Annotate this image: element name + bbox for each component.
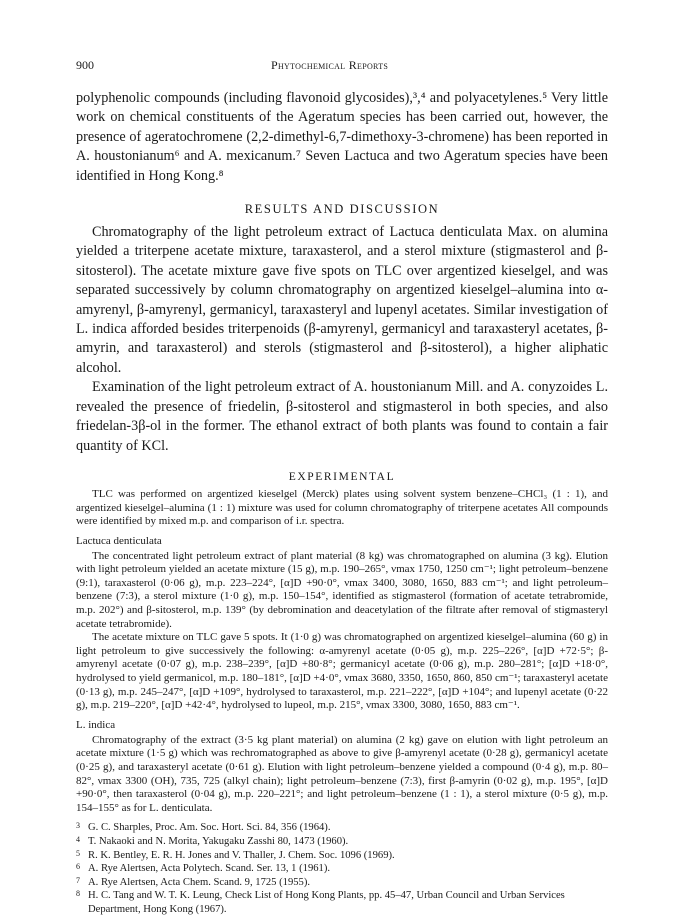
footnote [76,849,608,863]
page-number: 900 [76,58,94,72]
footnote [76,889,608,916]
footnote-text: H. C. Tang and W. T. K. Leung, Check List of Hong Kong Plants, pp. 45–47, Urban Council and Urban Services Department, Hong Kong (1967). [88,890,565,915]
results-paragraph: Chromatography of the light petroleum extract of Lactuca denticulata Max. on alumina yielded a triterpene acetate mixture, taraxasterol, and a sterol mixture (stigmasterol and β-sitosterol). The acetate mixture gave five spots on TLC over argentized kieselgel, and was separated successively by column chromatography on argentized kieselgel–alumina into α-amyrenyl, β-amyrenyl, germanicyl, taraxasteryl and lupenyl acetates. Similar investigation of L. indica afforded besides triterpenoids (β-amyrenyl, germanicyl and taraxasteryl acetates, β-amyrin, and taraxasterol) and sterols (stigmasterol and β-sitosterol), a higher aliphatic alcohol. [76,224,608,376]
results-paragraph: Examination of the light petroleum extract of A. houstonianum Mill. and A. conyzoides L. revealed the presence of friedelin, β-sitosterol and stigmasterol in both species, and also friedelan-3β-ol in the former. The ethanol extract of both plants was found to contain a fair quantity of KCl. [76,379,608,454]
footnote [76,862,608,876]
footnote-number: 6 [76,862,80,872]
footnote-text: R. K. Bentley, E. R. H. Jones and V. Thaller, J. Chem. Soc. 1096 (1969). [88,849,395,861]
footnotes [76,821,608,916]
experimental-general: TLC was performed on argentized kieselgel (Merck) plates using solvent system benzene–CHCl₃ (1 : 1), and argentized kieselgel–alumina (1 : 1) mixture was used for column chromatography of triterpene acetates All compounds were identified by mixed m.p. and comparison of i.r. spectra. [76,487,608,528]
footnote-number: 7 [76,875,80,885]
results-heading: RESULTS AND DISCUSSION [244,202,440,217]
experimental-heading: EXPERIMENTAL [288,470,396,483]
journal-page [76,58,608,917]
subheading-lactuca: Lactuca denticulata [76,534,162,547]
experimental-section [76,488,608,815]
footnote-number: 5 [76,848,80,858]
lactuca-paragraph: The concentrated light petroleum extract of plant material (8 kg) was chromatographed on alumina (3 kg). Elution with light petroleum yielded an acetate mixture (15 g), m.p. 190–265°, νmax 1750, 1250 cm⁻¹; light petroleum–benzene (9:1), taraxasterol (0·06 g), m.p. 223–224°, [α]D +90·0°, νmax 3400, 3080, 1650, 883 cm⁻¹; and light petroleum–benzene (7:3), a sterol mixture (1·0 g), m.p. 150–154°, identified as stigmasterol (formation of acetate tetrabromide, m.p. 202°) and β-sitosterol, m.p. 139° (by debromination and deacetylation of the filtrate after removal of stigmasteryl acetate tetrabromide). [76,549,608,630]
footnote-text: A. Rye Alertsen, Acta Polytech. Scand. Ser. 13, 1 (1961). [88,863,331,875]
footnote [76,835,608,849]
footnote-number: 8 [76,889,80,899]
results-section [76,223,608,456]
footnote-text: A. Rye Alertsen, Acta Chem. Scand. 9, 1725 (1955). [88,876,311,888]
intro-section [76,89,608,186]
footnote-number: 3 [76,821,80,831]
subheading-indica: L. indica [76,718,116,731]
footnote-text: T. Nakaoki and N. Morita, Yakugaku Zasshi 80, 1473 (1960). [88,835,349,847]
lactuca-paragraph: The acetate mixture on TLC gave 5 spots. It (1·0 g) was chromatographed on argentized kieselgel–alumina (60 g) in light petroleum to give successively the following: α-amyrenyl acetate (0·05 g), m.p. 225–226°, [α]D +72·5°; β-amyrenyl acetate (0·07 g), m.p. 238–239°, [α]D +80·8°; germanicyl acetate (0·06 g), m.p. 280–281°; [α]D +18·0°, hydrolysed to yield germanicol, m.p. 180–181°, [α]D +4·0°, νmax 3680, 3350, 1650, 860, 850 cm⁻¹; taraxasteryl acetate (0·13 g), m.p. 245–247°, [α]D +109°, hydrolysed to taraxasterol, m.p. 221–222°, [α]D +104°; and lupenyl acetate (0·22 g), m.p. 219–220°, [α]D +42·4°, hydrolysed to lupeol, m.p. 215°, νmax 3300, 3080, 1650, 883 cm⁻¹. [76,631,608,712]
footnote [76,876,608,890]
indica-paragraph: Chromatography of the extract (3·5 kg plant material) on alumina (2 kg) gave on elution with light petroleum an acetate mixture (1·5 g) which was rechromatographed as above to give β-amyrenyl acetate (0·28 g), germanicyl acetate (0·25 g), and taraxasteryl acetate (0·61 g). Elution with light petroleum–benzene yielded a compound (0·4 g), m.p. 80–82°, νmax 3300 (OH), 735, 725 (alkyl chain); light petroleum–benzene (7:3), first β-amyrin (0·02 g), m.p. 195°, [α]D +90·0°, then taraxasterol (0·04 g), m.p. 220–221°; and light petroleum–benzene (1 : 1), a sterol mixture (0·5 g), m.p. 154–155° as for L. denticulata. [76,733,608,814]
footnote-text: G. C. Sharples, Proc. Am. Soc. Hort. Sci. 84, 356 (1964). [88,822,331,834]
footnote [76,821,608,835]
page-header [76,58,608,73]
intro-paragraph: polyphenolic compounds (including flavonoid glycosides),³,⁴ and polyacetylenes.⁵ Very little work on chemical constituents of the Ageratum species has been carried out, however, the presence of ageratochromene (2,2-dimethyl-6,7-dimethoxy-3-chromene) has been reported in A. houstonianum⁶ and A. mexicanum.⁷ Seven Lactuca and two Ageratum species have been identified in Hong Kong.⁸ [76,90,608,184]
running-title: Phytochemical Reports [271,58,389,72]
footnote-number: 4 [76,834,80,844]
